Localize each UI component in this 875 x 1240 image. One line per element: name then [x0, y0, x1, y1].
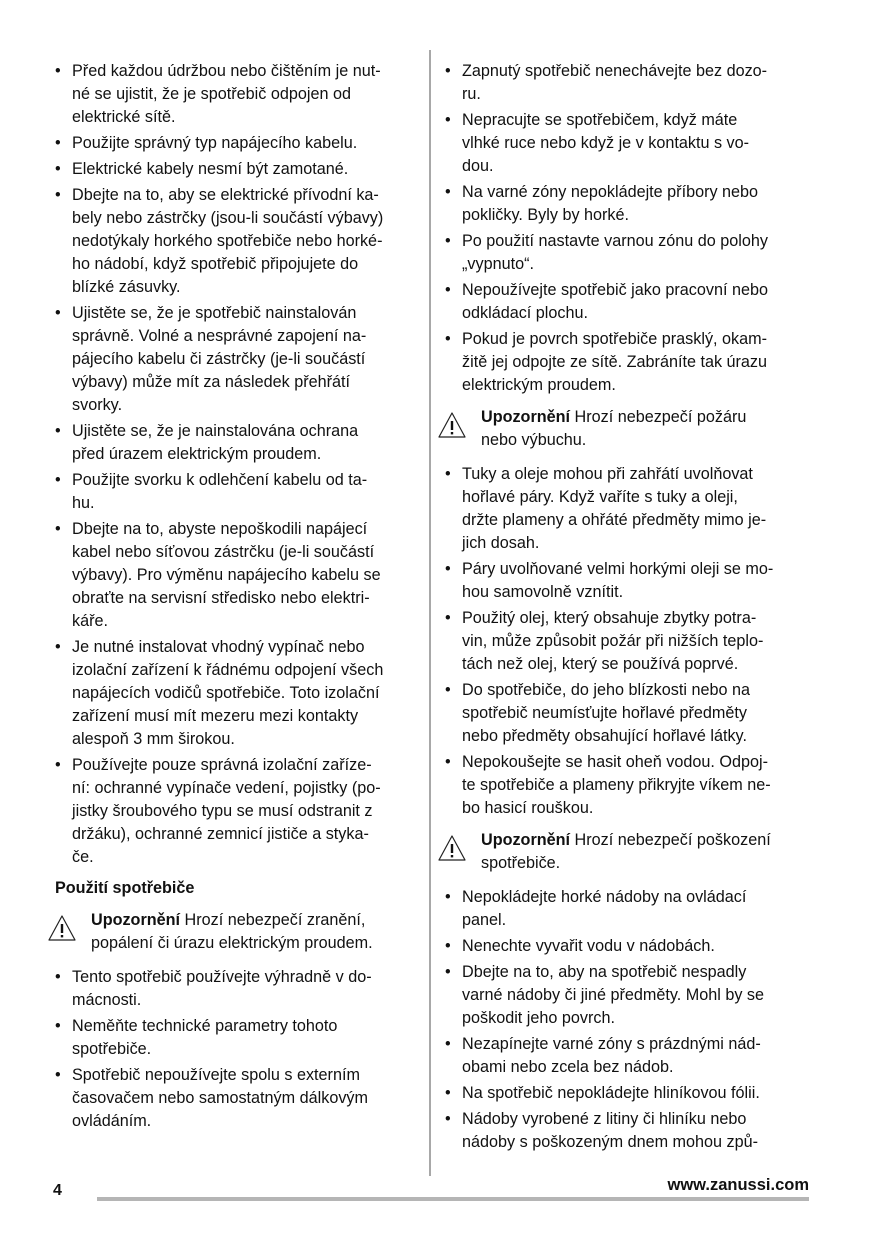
right-column — [445, 60, 807, 1157]
warning-note — [445, 829, 807, 875]
list-item: • Elektrické kabely nesmí být zamotané. — [55, 158, 417, 181]
list-item: • Použijte svorku k odlehčení kabelu od ta- hu. — [55, 469, 417, 515]
list-item: • Dbejte na to, aby se elektrické přívodní ka- bely nebo zástrčky (jsou-li součástí výbavy) nedotýkaly horkého spotřebiče nebo horké- ho nádobí, když spotřebič připojujete do blízké zásuvky. — [55, 184, 417, 299]
list-item: • Dbejte na to, abyste nepoškodili napájecí kabel nebo síťovou zástrčku (je-li součástí výbavy). Pro výměnu napájecího kabelu se obraťte na servisní středisko nebo elektri- káře. — [55, 518, 417, 633]
warning-triangle-icon — [47, 914, 77, 942]
warning-text: Hrozí nebezpečí poškození spotřebiče. — [481, 831, 771, 872]
list-item: • Nepokládejte horké nádoby na ovládací panel. — [445, 886, 807, 932]
warning-note — [445, 406, 807, 452]
list-item: • Páry uvolňované velmi horkými oleji se mo- hou samovolně vznítit. — [445, 558, 807, 604]
warning-triangle-icon — [437, 411, 467, 439]
list-item: • Zapnutý spotřebič nenechávejte bez dozo- ru. — [445, 60, 807, 106]
list-item: • Spotřebič nepoužívejte spolu s externím časovačem nebo samostatným dálkovým ovládáním. — [55, 1064, 417, 1133]
warning-note — [55, 909, 417, 955]
left-column — [55, 60, 417, 1136]
list-item: • Ujistěte se, že je spotřebič nainstalován správně. Volné a nesprávné zapojení na- pájecího kabelu či zástrčky (je-li součástí výbavy) může mít za následek přehřátí svorky. — [55, 302, 417, 417]
list-item: • Před každou údržbou nebo čištěním je nut- né se ujistit, že je spotřebič odpojen od elektrické sítě. — [55, 60, 417, 129]
warning-text: Hrozí nebezpečí zranění, popálení či úrazu elektrickým proudem. — [91, 911, 373, 952]
list-item: • Na spotřebič nepokládejte hliníkovou fólii. — [445, 1082, 807, 1105]
list-item: • Do spotřebiče, do jeho blízkosti nebo na spotřebič neumísťujte hořlavé předměty nebo předměty obsahující hořlavé látky. — [445, 679, 807, 748]
warning-text: Hrozí nebezpečí požáru nebo výbuchu. — [481, 408, 747, 449]
warning-triangle-icon — [437, 834, 467, 862]
list-item: • Dbejte na to, aby na spotřebič nespadly varné nádoby či jiné předměty. Mohl by se poškodit jeho povrch. — [445, 961, 807, 1030]
list-item: • Nepracujte se spotřebičem, když máte vlhké ruce nebo když je v kontaktu s vo- dou. — [445, 109, 807, 178]
warning-label: Upozornění — [481, 831, 571, 849]
list-item: • Nezapínejte varné zóny s prázdnými nád- obami nebo zcela bez nádob. — [445, 1033, 807, 1079]
list-item: • Používejte pouze správná izolační zaříze- ní: ochranné vypínače vedení, pojistky (po- jistky šroubového typu se musí odstranit z držáku), ochranné zemnicí jističe a styka- če. — [55, 754, 417, 869]
list-item: • Neměňte technické parametry tohoto spotřebiče. — [55, 1015, 417, 1061]
list-item: • Použitý olej, který obsahuje zbytky potra- vin, může způsobit požár při nižších teplo- tách než olej, který se používá poprvé. — [445, 607, 807, 676]
page-number: 4 — [53, 1182, 62, 1199]
list-item: • Ujistěte se, že je nainstalována ochrana před úrazem elektrickým proudem. — [55, 420, 417, 466]
warning-label: Upozornění — [481, 408, 571, 426]
list-item: • Tento spotřebič používejte výhradně v do- mácnosti. — [55, 966, 417, 1012]
list-item: • Je nutné instalovat vhodný vypínač nebo izolační zařízení k řádnému odpojení všech napájecích vodičů spotřebiče. Toto izolační zařízení musí mít mezeru mezi kontakty alespoň 3 mm širokou. — [55, 636, 417, 751]
section-heading: Použití spotřebiče — [55, 879, 195, 897]
list-item: • Použijte správný typ napájecího kabelu. — [55, 132, 417, 155]
list-item: • Tuky a oleje mohou při zahřátí uvolňovat hořlavé páry. Když vaříte s tuky a oleji, držte plameny a ohřáté předměty mimo je- jich dosah. — [445, 463, 807, 555]
list-item: • Nenechte vyvařit vodu v nádobách. — [445, 935, 807, 958]
list-item: • Nepoužívejte spotřebič jako pracovní nebo odkládací plochu. — [445, 279, 807, 325]
list-item: • Na varné zóny nepokládejte příbory nebo pokličky. Byly by horké. — [445, 181, 807, 227]
warning-label: Upozornění — [91, 911, 181, 929]
list-item: • Nepokoušejte se hasit oheň vodou. Odpoj- te spotřebiče a plameny přikryjte víkem ne- bo hasicí rouškou. — [445, 751, 807, 820]
column-divider — [429, 50, 431, 1176]
website-url: www.zanussi.com — [667, 1176, 809, 1194]
list-item: • Pokud je povrch spotřebiče prasklý, okam- žitě jej odpojte ze sítě. Zabráníte tak úrazu elektrickým proudem. — [445, 328, 807, 397]
list-item: • Nádoby vyrobené z litiny či hliníku nebo nádoby s poškozeným dnem mohou způ- — [445, 1108, 807, 1154]
footer-rule — [97, 1197, 809, 1201]
list-item: • Po použití nastavte varnou zónu do polohy „vypnuto“. — [445, 230, 807, 276]
